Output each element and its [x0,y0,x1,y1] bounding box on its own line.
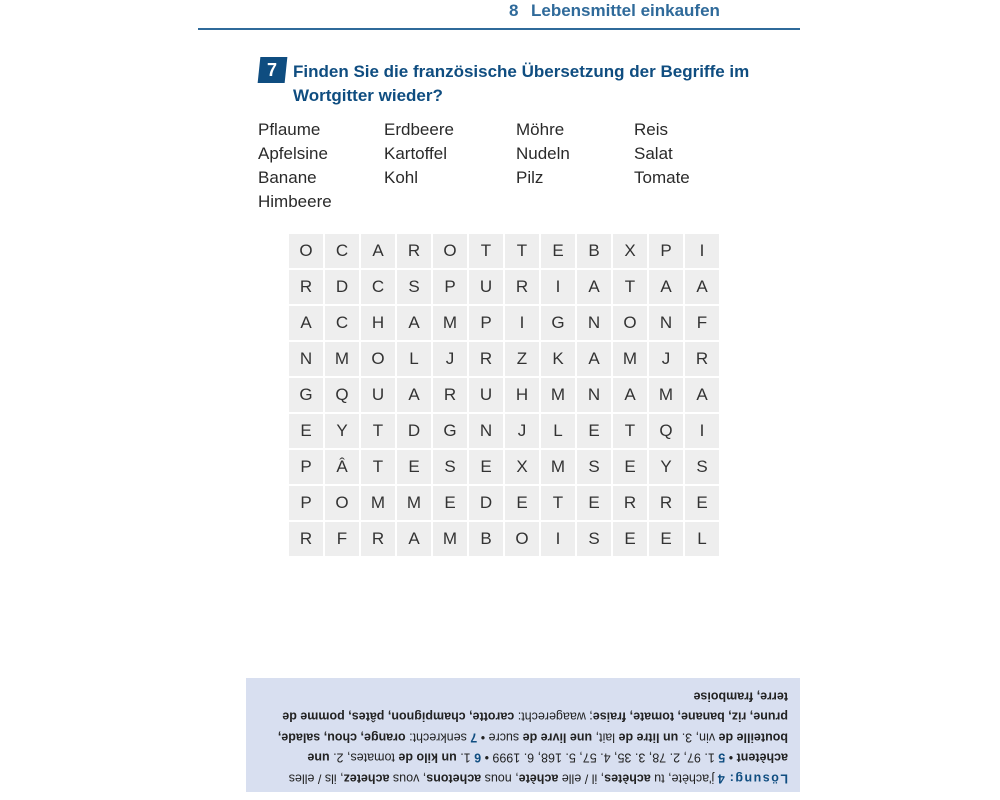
grid-cell[interactable]: N [289,342,323,376]
grid-cell[interactable]: E [289,414,323,448]
grid-cell[interactable]: E [397,450,431,484]
exercise-number-badge [258,57,288,83]
grid-cell[interactable]: A [397,522,431,556]
grid-cell[interactable]: A [613,378,647,412]
grid-cell[interactable]: M [433,306,467,340]
solution-box [246,678,800,792]
grid-cell[interactable]: M [541,450,575,484]
grid-cell[interactable]: I [505,306,539,340]
grid-cell[interactable]: A [397,378,431,412]
grid-cell[interactable]: R [613,486,647,520]
exercise-number: 7 [267,59,278,80]
solution-ex7-number: 7 [470,730,478,745]
grid-cell[interactable]: D [325,270,359,304]
grid-cell[interactable]: M [325,342,359,376]
solution-ex4-part: achetez [343,771,390,786]
word: Kartoffel [384,144,448,163]
grid-cell[interactable]: M [433,522,467,556]
grid-cell[interactable]: E [613,450,647,484]
solution-ex6-part: un kilo de [398,751,457,765]
grid-cell[interactable]: A [577,342,611,376]
solution-ex4-number: 4 [717,771,725,786]
grid-cell[interactable]: G [289,378,323,412]
grid-cell[interactable]: M [361,486,395,520]
grid-cell[interactable]: F [325,522,359,556]
solution-ex6-part: vin, 3. [678,730,719,745]
grid-cell[interactable]: P [649,234,683,268]
grid-cell[interactable]: E [685,486,719,520]
grid-cell[interactable]: S [433,450,467,484]
grid-cell[interactable]: F [685,306,719,340]
grid-cell[interactable]: Â [325,450,359,484]
grid-cell[interactable]: P [469,306,503,340]
solution-ex5-number: 5 [718,751,726,765]
solution-separator: • [477,730,489,745]
grid-cell[interactable]: H [505,378,539,412]
solution-separator: • [725,751,737,765]
grid-cell[interactable]: J [649,342,683,376]
solution-ex4-part: , il / elle [558,771,605,786]
grid-cell[interactable]: R [685,342,719,376]
solution-ex4-part: , vous [389,771,427,786]
grid-cell[interactable]: L [685,522,719,556]
word: Nudeln [516,144,570,163]
grid-cell[interactable]: L [541,414,575,448]
grid-cell[interactable]: N [577,378,611,412]
grid-cell[interactable]: P [289,450,323,484]
word-search-grid [289,234,719,556]
grid-cell[interactable]: X [505,450,539,484]
grid-cell[interactable]: M [397,486,431,520]
grid-cell[interactable]: A [397,306,431,340]
grid-cell[interactable]: M [649,378,683,412]
grid-cell[interactable]: G [433,414,467,448]
grid-cell[interactable]: E [505,486,539,520]
grid-cell[interactable]: U [469,378,503,412]
grid-cell[interactable]: A [685,270,719,304]
grid-cell[interactable]: R [469,342,503,376]
grid-cell[interactable]: R [289,270,323,304]
word: Pflaume [258,120,321,139]
solution-ex6-part: sucre [488,730,523,745]
grid-cell[interactable]: D [397,414,431,448]
word-column [258,118,378,214]
grid-cell[interactable]: I [541,522,575,556]
solution-ex6-part: une bouteille de [307,730,788,765]
grid-cell[interactable]: M [613,342,647,376]
grid-cell[interactable]: Y [649,450,683,484]
grid-cell[interactable]: S [577,522,611,556]
solution-ex7-part: senkrecht: [405,730,467,745]
solution-ex7-part: ; waagerecht: [514,710,593,724]
solution-separator: • [481,751,493,765]
word: Pilz [516,168,544,187]
grid-cell[interactable]: J [505,414,539,448]
grid-cell[interactable]: A [649,270,683,304]
word: Kohl [384,168,419,187]
grid-cell[interactable]: S [577,450,611,484]
grid-cell[interactable]: E [577,486,611,520]
grid-cell[interactable]: H [361,306,395,340]
grid-cell[interactable]: T [613,270,647,304]
grid-cell[interactable]: B [469,522,503,556]
word: Salat [634,144,673,163]
grid-cell[interactable]: U [361,378,395,412]
page-header [198,0,800,30]
word: Möhre [516,120,565,139]
word-column [384,118,504,190]
grid-cell[interactable]: T [361,414,395,448]
solution-ex4-part: , nous [481,771,519,786]
solution-ex5-text: 1. 97, 2. 78, 3. 35, 4. 57, 5. 168, 6. 1999 [492,751,715,765]
grid-cell[interactable]: I [685,234,719,268]
grid-cell[interactable]: E [577,414,611,448]
grid-cell[interactable]: C [361,270,395,304]
solution-ex4-part: achète [518,771,559,786]
grid-cell[interactable]: O [433,234,467,268]
solution-label: Lösung: [728,771,788,786]
grid-cell[interactable]: Q [325,378,359,412]
grid-cell[interactable]: M [541,378,575,412]
word: Himbeere [258,192,332,211]
grid-cell[interactable]: G [541,306,575,340]
grid-cell[interactable]: D [469,486,503,520]
grid-cell[interactable]: A [289,306,323,340]
solution-ex7-part: carotte, champignon, pâtes, pomme de terre, framboise [282,689,788,724]
grid-cell[interactable]: T [541,486,575,520]
solution-ex4-part: , ils / elles [288,771,344,786]
grid-cell[interactable]: R [361,522,395,556]
grid-cell[interactable]: P [433,270,467,304]
grid-cell[interactable]: R [505,270,539,304]
solution-text [260,686,788,789]
grid-cell[interactable]: R [649,486,683,520]
grid-cell[interactable]: N [577,306,611,340]
grid-cell[interactable]: T [469,234,503,268]
grid-cell[interactable]: E [649,522,683,556]
grid-cell[interactable]: I [541,270,575,304]
solution-ex6-part: lait, [592,730,619,745]
chapter-number: 8 [509,1,519,20]
solution-ex6-part: 1. [456,751,471,765]
grid-cell[interactable]: B [577,234,611,268]
grid-cell[interactable]: Z [505,342,539,376]
solution-ex6-number: 6 [474,751,482,765]
grid-cell[interactable]: T [613,414,647,448]
solution-ex7-part: orange, chou, salade, prune, riz, banane, tomate, fraise [277,710,788,745]
grid-cell[interactable]: N [649,306,683,340]
grid-cell[interactable]: C [325,234,359,268]
grid-cell[interactable]: R [433,378,467,412]
grid-cell[interactable]: Y [325,414,359,448]
solution-ex4-part: achetons [426,771,482,786]
word-column [634,118,754,190]
solution-ex6-part: une livre de [522,730,593,745]
grid-cell[interactable]: C [325,306,359,340]
word-column [516,118,636,190]
word: Erdbeere [384,120,454,139]
grid-cell[interactable]: R [397,234,431,268]
word: Apfelsine [258,144,328,163]
grid-cell[interactable]: O [289,234,323,268]
solution-ex4-part: achètent [736,751,788,765]
solution-ex4-part: achètes [604,771,651,786]
chapter-title: Lebensmittel einkaufen [531,1,720,20]
grid-cell[interactable]: N [469,414,503,448]
grid-cell[interactable]: O [505,522,539,556]
grid-cell[interactable]: E [613,522,647,556]
grid-cell[interactable]: J [433,342,467,376]
grid-cell[interactable]: E [541,234,575,268]
grid-cell[interactable]: A [361,234,395,268]
grid-cell[interactable]: E [469,450,503,484]
grid-cell[interactable]: O [361,342,395,376]
grid-cell[interactable]: T [361,450,395,484]
solution-ex4-part: j'achète, tu [650,771,715,786]
solution-ex6-part: tomates, 2. [329,751,399,765]
grid-cell[interactable]: I [685,414,719,448]
grid-cell[interactable]: U [469,270,503,304]
solution-ex6-part: un litre de [618,730,679,745]
word: Reis [634,120,669,139]
exercise-question: Finden Sie die französische Übersetzung der Begriffe im Wortgitter wieder? [293,62,750,105]
word: Banane [258,168,317,187]
grid-cell[interactable]: S [685,450,719,484]
grid-cell[interactable]: Q [649,414,683,448]
grid-cell[interactable]: O [613,306,647,340]
grid-cell[interactable]: K [541,342,575,376]
grid-cell[interactable]: R [289,522,323,556]
grid-cell[interactable]: E [433,486,467,520]
grid-cell[interactable]: O [325,486,359,520]
grid-cell[interactable]: S [397,270,431,304]
grid-cell[interactable]: T [505,234,539,268]
grid-cell[interactable]: L [397,342,431,376]
grid-cell[interactable]: X [613,234,647,268]
grid-cell[interactable]: A [685,378,719,412]
grid-cell[interactable]: P [289,486,323,520]
grid-cell[interactable]: A [577,270,611,304]
word: Tomate [634,168,690,187]
